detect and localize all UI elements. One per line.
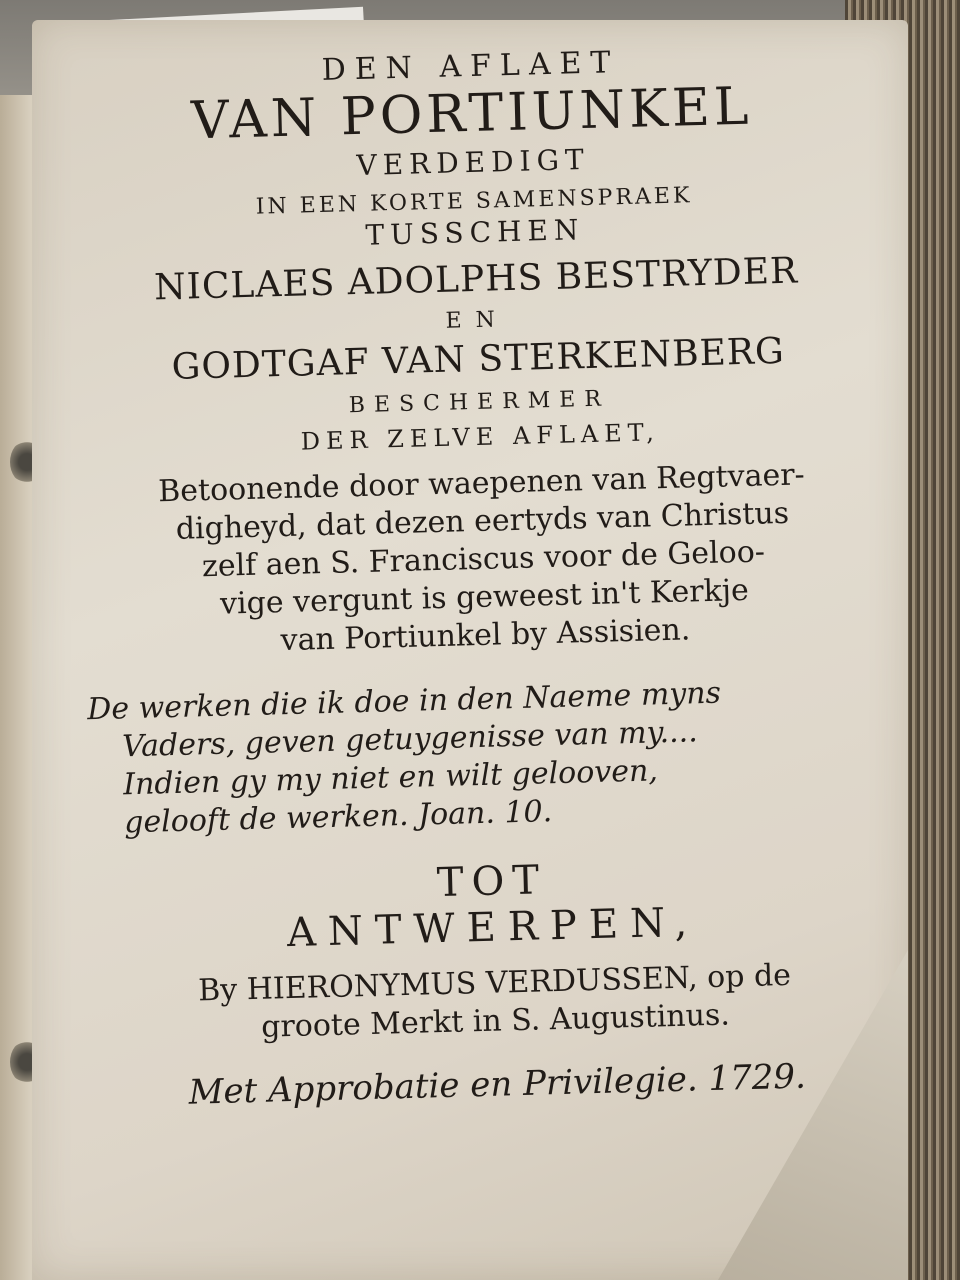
imprint-place-prefix: TOT (436, 857, 548, 907)
scripture-quote (87, 670, 891, 843)
quote-line: Vaders, geven getuygenisse van my.... (121, 714, 699, 765)
title-line: EN (445, 307, 510, 334)
main-title: VAN PORTIUNKEL (190, 76, 754, 152)
title-line: DER ZELVE AFLAET, (300, 418, 661, 456)
description-line: digheyd, dat dezen eertyds van Christus (175, 495, 790, 547)
description-line: vige vergunt is geweest in't Kerkje (219, 572, 750, 622)
title-page-text (70, 35, 897, 1116)
character-name: NICLAES ADOLPHS BESTRYDER (153, 250, 799, 309)
printer-line: By HIERONYMUS VERDUSSEN, op de (197, 957, 792, 1009)
description-line: zelf aen S. Franciscus voor de Geloo- (201, 534, 766, 585)
description-line: van Portiunkel by Assisien. (280, 612, 691, 659)
description-paragraph (81, 454, 886, 665)
title-line: DEN AFLAET (321, 45, 620, 88)
title-line: IN EEN KORTE SAMENSPRAEK (255, 183, 693, 220)
quote-line: gelooft de werken. Joan. 10. (123, 794, 553, 841)
printer-imprint (94, 954, 896, 1051)
quote-line: De werken die ik doe in den Naeme myns (86, 675, 722, 728)
title-line: VERDEDIGT (356, 142, 591, 183)
printer-line: groote Merkt in S. Augustinus. (260, 997, 731, 1045)
character-name: GODTGAF VAN STERKENBERG (171, 330, 786, 388)
title-line: BESCHERMER (348, 386, 611, 419)
quote-line: Indien gy my niet en wilt gelooven, (122, 753, 659, 803)
description-line: Betoonende door waepenen van Regtvaer- (157, 457, 806, 510)
title-line: TUSSCHEN (365, 213, 585, 252)
approbation-line: Met Approbatie en Privilegie. 1729. (188, 1056, 807, 1113)
imprint-city: ANTWERPEN, (286, 899, 700, 957)
